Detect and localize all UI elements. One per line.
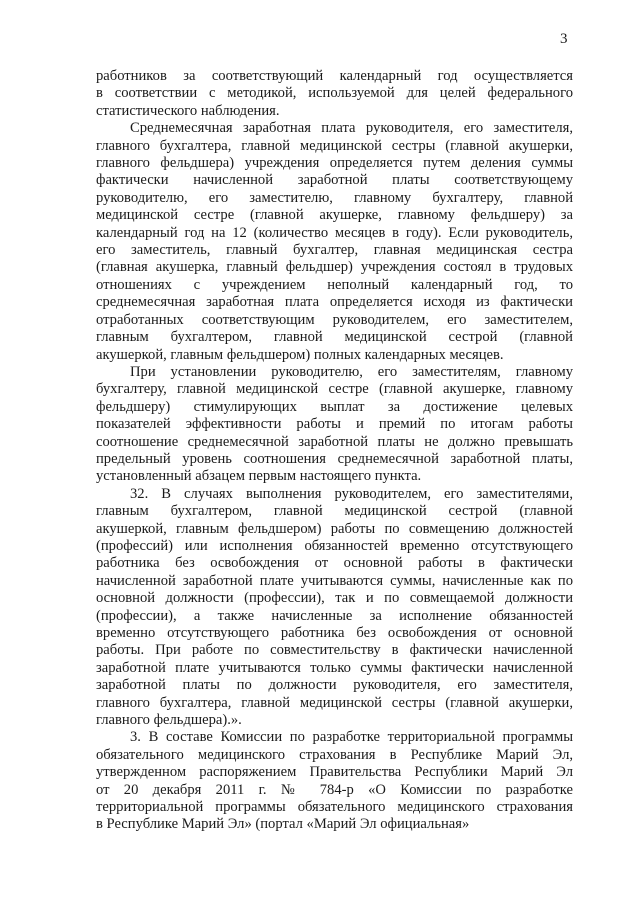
text-line: акушеркой, главным фельдшером) полных календарных месяцев. [96, 346, 504, 363]
text-line: работника без освобождения от основной работы в фактически [96, 555, 573, 572]
paragraph [96, 68, 573, 120]
document-body [96, 68, 573, 834]
text-line: акушеркой, главным фельдшером) работы по совмещению должностей [96, 520, 573, 537]
text-line: заработной плате учитываются только суммы фактически начисленной [96, 659, 573, 676]
text-line: временно отсутствующего работника без освобождения от основной [96, 625, 573, 641]
text-line: начисленной заработной плате учитываются суммы, начисленные как по [96, 572, 573, 589]
text-line: территориальной программы обязательного медицинского страхования [96, 799, 573, 816]
text-line: (профессий) или исполнения обязанностей временно отсутствующего [96, 537, 573, 554]
text-line: показателей эффективности работы и премий по итогам работы [96, 416, 573, 433]
text-line: руководителю, его заместителю, главному бухгалтеру, главной [96, 189, 573, 206]
paragraph [96, 486, 573, 730]
text-line: (профессии), а также начисленные за исполнение обязанностей [96, 607, 573, 624]
text-line: отношениях с учреждением неполный календарный год, то [96, 276, 573, 293]
text-line: от 20 декабря 2011 г. № 784-р «О Комиссии по разработке [96, 781, 573, 798]
text-line: работы. При работе по совместительству в фактически начисленной [96, 642, 573, 659]
text-line: фельдшеру) стимулирующих выплат за достижение целевых [96, 398, 573, 415]
text-line: утвержденном распоряжением Правительства Республики Марий Эл [96, 764, 573, 781]
text-line: соотношение среднемесячной заработной платы не должно превышать [96, 433, 573, 450]
text-line: его заместитель, главный бухгалтер, главная медицинская сестра [96, 242, 573, 259]
text-line: предельный уровень соотношения среднемесячной заработной платы, [96, 450, 573, 467]
text-line: основной должности (профессии), так и по совмещаемой должности [96, 590, 573, 607]
text-line: работников за соответствующий календарный год осуществляется [96, 68, 573, 84]
text-line: установленный абзацем первым настоящего пункта. [96, 468, 422, 485]
text-line: 3. В составе Комиссии по разработке территориальной программы [130, 729, 573, 746]
text-line: в Республике Марий Эл» (портал «Марий Эл официальная» [96, 816, 470, 833]
text-line: бухгалтеру, главной медицинской сестре (главной акушерке, главному [96, 381, 573, 398]
text-line: заработной платы по должности руководителя, его заместителя, [96, 677, 573, 694]
text-line: среднемесячная заработная плата определяется исходя из фактически [96, 294, 573, 311]
text-line: календарный год на 12 (количество месяцев в году). Если руководитель, [96, 224, 573, 241]
text-line: главным бухгалтером, главной медицинской сестрой (главной [96, 503, 573, 520]
text-line: главного фельдшера).». [96, 712, 242, 729]
text-line: 32. В случаях выполнения руководителем, его заместителями, [130, 485, 573, 502]
text-line: Среднемесячная заработная плата руководителя, его заместителя, [130, 120, 573, 137]
text-line: в соответствии с методикой, используемой для целей федерального [96, 85, 573, 102]
text-line: главным бухгалтером, главной медицинской сестрой (главной [96, 329, 573, 346]
text-line: отработанных соответствующим руководителем, его заместителем, [96, 311, 573, 328]
text-line: главного бухгалтера, главной медицинской сестры (главной акушерки, [96, 694, 573, 711]
text-line: (главная акушерка, главный фельдшер) учреждения состоял в трудовых [96, 259, 573, 276]
paragraph [96, 364, 573, 486]
paragraph [96, 729, 573, 833]
text-line: медицинской сестре (главной акушерке, главному фельдшеру) за [96, 207, 573, 224]
text-line: При установлении руководителю, его заместителям, главному [130, 363, 573, 380]
paragraph [96, 120, 573, 364]
text-line: главного бухгалтера, главной медицинской сестры (главной акушерки, [96, 137, 573, 154]
text-line: статистического наблюдения. [96, 102, 280, 119]
text-line: главного фельдшера) учреждения определяется путем деления суммы [96, 155, 573, 172]
text-line: фактически начисленной заработной платы соответствующему [96, 172, 573, 189]
text-line: обязательного медицинского страхования в Республике Марий Эл, [96, 746, 573, 763]
page-number: 3 [560, 31, 568, 47]
